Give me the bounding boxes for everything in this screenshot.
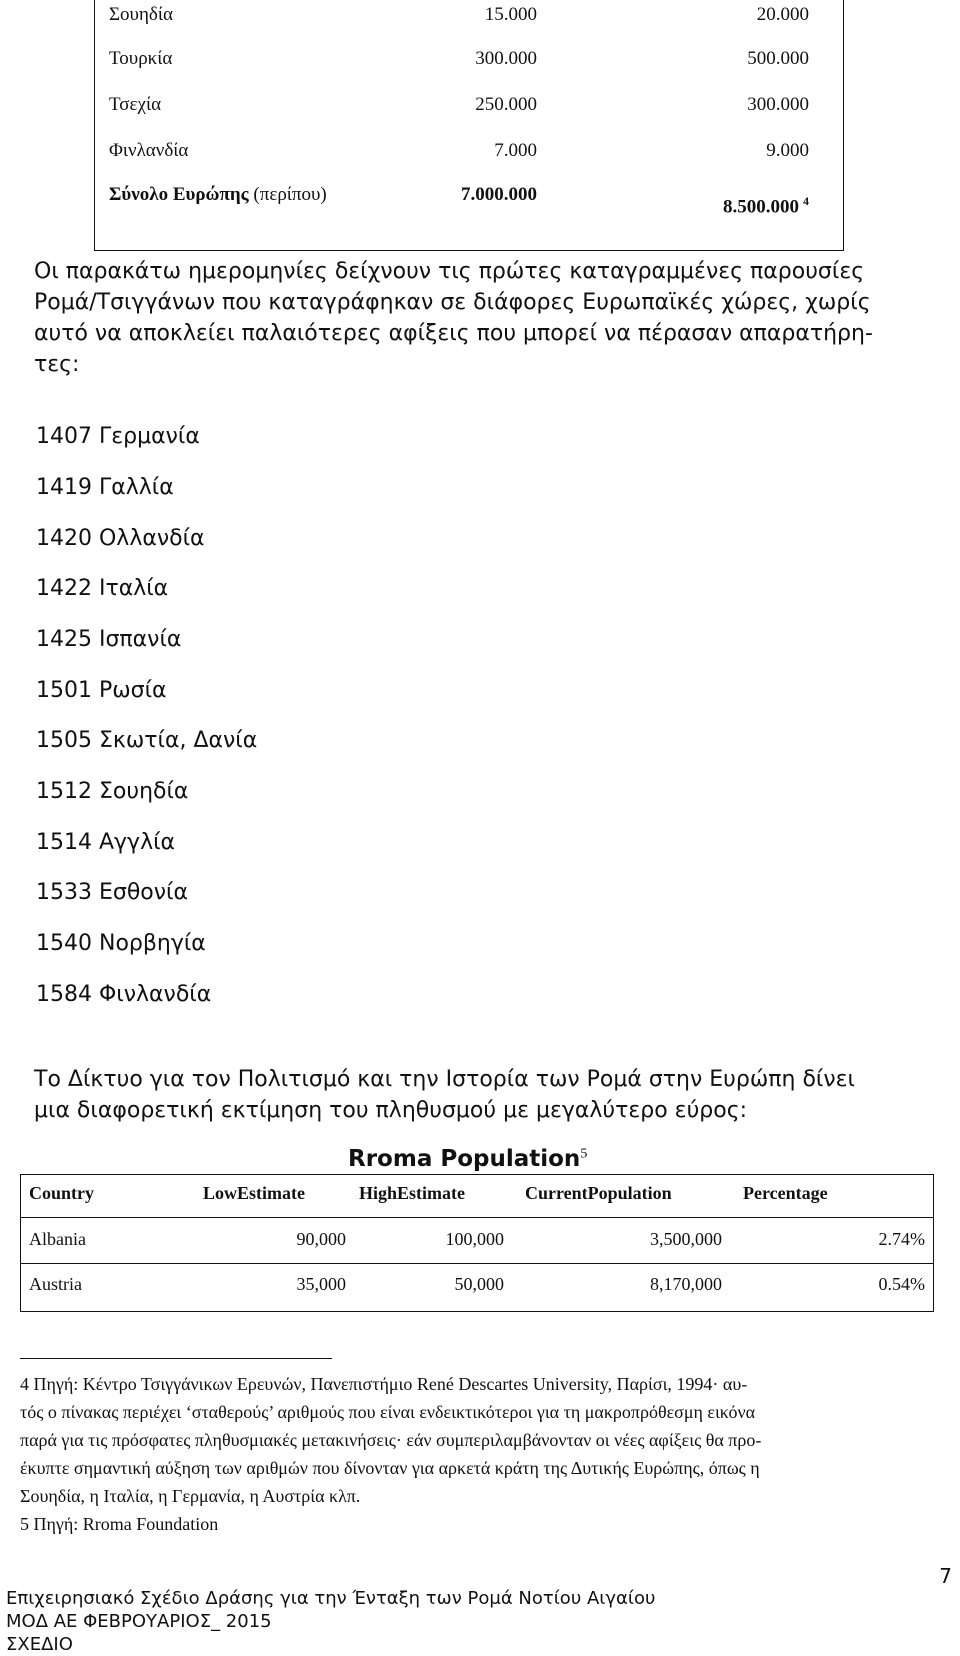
list-item: 1540 Νορβηγία xyxy=(36,931,206,956)
network-paragraph xyxy=(34,1064,932,1126)
low-estimate-cell: 250.000 xyxy=(475,94,537,115)
list-item: 1584 Φινλανδία xyxy=(36,982,212,1007)
country-cell: Τσεχία xyxy=(109,94,162,115)
table-row xyxy=(95,48,843,78)
list-item: 1533 Εσθονία xyxy=(36,880,188,905)
paragraph-line: Το Δίκτυο για τον Πολιτισμό και την Ιστορία των Ρομά στην Ευρώπη δίνει xyxy=(34,1067,856,1092)
footnote-line: 4 Πηγή: Κέντρο Τσιγγάνικων Ερευνών, Πανεπιστήμιο René Descartes University, Παρίσι, 1994· αυ- xyxy=(20,1374,748,1394)
list-item: 1419 Γαλλία xyxy=(36,475,174,500)
footnote-5: 5 Πηγή: Rroma Foundation xyxy=(20,1514,219,1534)
country-cell: Albania xyxy=(29,1229,86,1249)
footnote-marker: 4 xyxy=(803,194,809,208)
paragraph-line: Οι παρακάτω ημερομηνίες δείχνουν τις πρώτες καταγραμμένες παρουσίες xyxy=(34,259,865,284)
total-high-cell xyxy=(723,194,809,218)
column-header: LowEstimate xyxy=(203,1183,305,1203)
list-item: 1425 Ισπανία xyxy=(36,627,182,652)
total-label-bold: Σύνολο Ευρώπης xyxy=(109,184,249,205)
intro-paragraph xyxy=(34,256,932,380)
list-item: 1420 Ολλανδία xyxy=(36,526,205,551)
total-low-cell: 7.000.000 xyxy=(461,184,537,205)
total-high-value: 8.500.000 xyxy=(723,196,799,218)
rroma-title-text: Rroma Population xyxy=(348,1146,581,1172)
footnote-line: έκυπτε σημαντική αύξηση των αριθμών που δίνονταν για αρκετά κράτη της Δυτικής Ευρώπης, όπως η xyxy=(20,1458,760,1478)
current-population-cell: 8,170,000 xyxy=(650,1274,722,1294)
population-table-fragment xyxy=(94,0,844,251)
current-population-cell: 3,500,000 xyxy=(650,1229,722,1249)
high-estimate-cell: 50,000 xyxy=(454,1274,504,1294)
high-estimate-cell: 300.000 xyxy=(747,94,809,115)
low-estimate-cell: 15.000 xyxy=(484,4,537,25)
country-cell: Φινλανδία xyxy=(109,140,189,161)
high-estimate-cell: 500.000 xyxy=(747,48,809,69)
list-item: 1512 Σουηδία xyxy=(36,779,189,804)
low-estimate-cell: 300.000 xyxy=(475,48,537,69)
list-item: 1407 Γερμανία xyxy=(36,424,200,449)
list-item: 1514 Αγγλία xyxy=(36,830,176,855)
low-estimate-cell: 35,000 xyxy=(296,1274,346,1294)
footer-title: Επιχειρησιακό Σχέδιο Δράσης για την Ένταξη των Ρομά Νοτίου Αιγαίου xyxy=(6,1588,656,1609)
footnote-line: τός ο πίνακας περιέχει ‘σταθερούς’ αριθμούς που είναι ενδεικτικότεροι για τη μακροπρόθεσμη εικόνα xyxy=(20,1402,756,1422)
total-label-rest: (περίπου) xyxy=(248,184,327,205)
paragraph-line: μια διαφορετική εκτίμηση του πληθυσμού με μεγαλύτερο εύρος: xyxy=(34,1098,748,1123)
percentage-cell: 2.74% xyxy=(878,1229,925,1249)
footer-date: ΜΟΔ ΑΕ ΦΕΒΡΟΥΑΡΙΟΣ_ 2015 xyxy=(6,1611,272,1632)
footer-status: ΣΧΕΔΙΟ xyxy=(6,1634,73,1655)
low-estimate-cell: 90,000 xyxy=(296,1229,346,1249)
footnote-4 xyxy=(20,1370,930,1538)
low-estimate-cell: 7.000 xyxy=(494,140,537,161)
footnote-line: παρά για τις πρόσφατες πληθυσμιακές μετακινήσεις· εάν συμπεριλαμβάνονταν οι νέες αφίξεις θα προ- xyxy=(20,1430,762,1450)
column-header: Percentage xyxy=(743,1183,828,1203)
rroma-table-title xyxy=(348,1146,587,1172)
table-row xyxy=(95,140,843,170)
footnote-line: Σουηδία, η Ιταλία, η Γερμανία, η Αυστρία κλπ. xyxy=(20,1486,361,1506)
paragraph-line: Ρομά/Τσιγγάνων που καταγράφηκαν σε διάφορες Ευρωπαϊκές χώρες, χωρίς xyxy=(34,290,871,315)
column-header: CurrentPopulation xyxy=(525,1183,672,1203)
page-number: 7 xyxy=(939,1564,952,1588)
high-estimate-cell: 9.000 xyxy=(766,140,809,161)
list-item: 1422 Ιταλία xyxy=(36,576,169,601)
paragraph-line: αυτό να αποκλείει παλαιότερες αφίξεις που μπορεί να πέρασαν απαρατήρη- xyxy=(34,321,873,346)
column-header: Country xyxy=(29,1183,95,1203)
high-estimate-cell: 100,000 xyxy=(445,1229,504,1249)
country-cell: Austria xyxy=(29,1274,82,1294)
rroma-population-table xyxy=(20,1174,934,1312)
table-row xyxy=(95,94,843,124)
footnote-rule xyxy=(20,1358,332,1359)
footnote-marker: 5 xyxy=(580,1146,588,1162)
paragraph-line: τες: xyxy=(34,352,80,377)
table-total-row xyxy=(95,184,843,218)
country-cell: Τουρκία xyxy=(109,48,173,69)
list-item: 1505 Σκωτία, Δανία xyxy=(36,728,258,753)
percentage-cell: 0.54% xyxy=(878,1274,925,1294)
table-row xyxy=(95,4,843,34)
list-item: 1501 Ρωσία xyxy=(36,678,167,703)
table-divider xyxy=(21,1217,933,1218)
total-label xyxy=(109,184,327,206)
column-header: HighEstimate xyxy=(359,1183,465,1203)
country-cell: Σουηδία xyxy=(109,4,173,25)
high-estimate-cell: 20.000 xyxy=(756,4,809,25)
table-divider xyxy=(21,1263,933,1264)
